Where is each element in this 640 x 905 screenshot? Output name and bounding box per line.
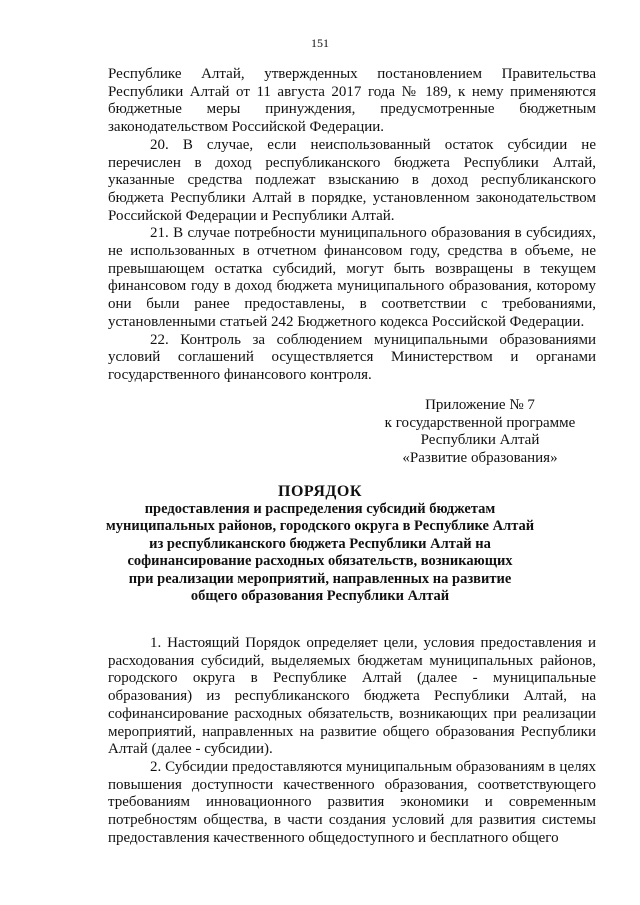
appendix-line-4: «Развитие образования» [402, 450, 558, 467]
document-heading [0, 483, 640, 606]
appendix-line-3: Республики Алтай [420, 432, 540, 449]
paragraph-21: 21. В случае потребности муниципального образования в субсидиях, не использованных в отчетном финансовом году, средства в объеме, не превышающем остатка субсидий, могут быть возвращены в текущем финансовом году в доход бюджета муниципального образования, которому они были ранее предоставлены, в соответствии с требованиями, установленными статьей 242 Бюджетного кодекса Российской Федерации. [108, 225, 596, 330]
heading-line-1: предоставления и распределения субсидий бюджетам [144, 500, 496, 517]
appendix-header [330, 397, 630, 468]
appendix-line-1: Приложение № 7 [425, 397, 535, 413]
heading-line-6: общего образования Республики Алтай [190, 588, 450, 604]
order-body [108, 635, 596, 847]
paragraph-20: 20. В случае, если неиспользованный остаток субсидии не перечислен в доход республиканского бюджета Республики Алтай, указанные средства подлежат взысканию в доход республиканского бюджета Республики Алтай в порядке, установленном законодательством Российской Федерации и Республики Алтай. [108, 136, 596, 224]
heading-line-4: софинансирование расходных обязательств, возникающих [127, 553, 513, 569]
paragraph-2: 2. Субсидии предоставляются муниципальным образованиям в целях повышения доступности качественного образования, соответствующего требованиям инновационного развития экономики и современным потребностям общества, в части создания условий для развития системы предоставления качественного общедоступного и бесплатного общего [108, 758, 596, 846]
heading-line-2: муниципальных районов, городского округа в Республике Алтай [105, 518, 535, 534]
heading-line-5: при реализации мероприятий, направленных на развитие [128, 570, 512, 587]
paragraph-continuation: Республике Алтай, утвержденных постановлением Правительства Республики Алтай от 11 августа 2017 года № 189, к нему применяются бюджетные меры принуждения, предусмотренные бюджетным законодательством Российской Федерации. [108, 66, 596, 136]
paragraph-22: 22. Контроль за соблюдением муниципальными образованиями условий соглашений осуществляется Министерством и органами государственного финансового контроля. [108, 331, 596, 383]
appendix-line-2: к государственной программе [384, 414, 576, 431]
continuation-text [108, 66, 596, 385]
paragraph-1: 1. Настоящий Порядок определяет цели, условия предоставления и расходования субсидий, выделяемых бюджетам муниципальных районов, городского округа в Республике Алтай (далее - муниципальные образования) из республиканского бюджета Республики Алтай, на софинансирование расходных обязательств, возникающих при реализации мероприятий, направленных на развитие общего образования Республики Алтай (далее - субсидии). [108, 635, 596, 758]
page-number: 151 [311, 36, 329, 50]
document-title: ПОРЯДОК [278, 483, 362, 500]
heading-line-3: из республиканского бюджета Республики Алтай на [149, 535, 491, 552]
